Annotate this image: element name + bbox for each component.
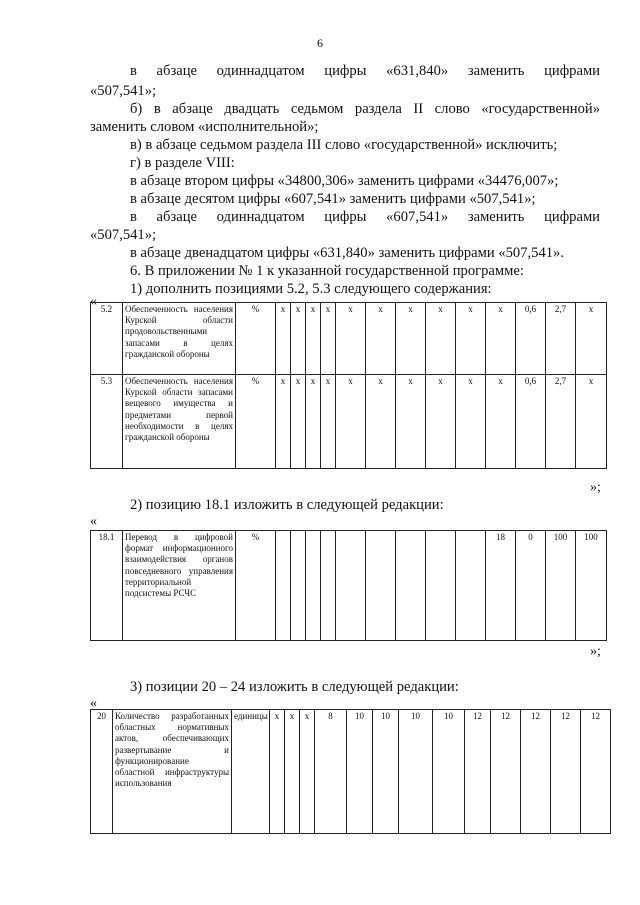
text-line-14: 2) позицию 18.1 изложить в следующей редакции: xyxy=(130,497,444,513)
table-row xyxy=(91,531,607,641)
table-cell: 5.2 xyxy=(91,303,123,375)
table-cell: х xyxy=(306,303,321,375)
text-line-6: г) в разделе VIII: xyxy=(130,155,235,171)
table-cell: 8 xyxy=(315,710,347,834)
table-cell: 100 xyxy=(546,531,576,641)
table-cell: х xyxy=(306,375,321,469)
table-cell: х xyxy=(486,303,516,375)
table-cell xyxy=(321,531,336,641)
table-position-18-1 xyxy=(90,530,607,641)
table-cell: х xyxy=(396,303,426,375)
text-line-15: 3) позиции 20 – 24 изложить в следующей редакции: xyxy=(130,679,459,695)
table-cell: 12 xyxy=(551,710,581,834)
table-cell: х xyxy=(336,303,366,375)
indicator-name-cell: Количество разработанных областных нормативных актов, обеспечивающих развертывание и функционирование областной инфраструктуры использования xyxy=(113,710,232,834)
table-cell xyxy=(396,531,426,641)
table-cell: х xyxy=(336,375,366,469)
table-cell: х xyxy=(321,303,336,375)
text-line-8: в абзаце десятом цифры «607,541» заменить цифрами «507,541»; xyxy=(130,191,536,207)
indicator-name-cell: Обеспеченность населения Курской области запасами вещевого имущества и предметами первой необходимости в целях гражданской обороны xyxy=(123,375,236,469)
table-cell: х xyxy=(321,375,336,469)
table-cell xyxy=(336,531,366,641)
indicator-name-cell: Обеспеченность населения Курской области продовольственными запасами в целях гражданской обороны xyxy=(123,303,236,375)
table-cell: 0,6 xyxy=(516,375,546,469)
table-cell xyxy=(291,531,306,641)
table-cell: х xyxy=(426,303,456,375)
table-cell: х xyxy=(291,303,306,375)
text-line-7: в абзаце втором цифры «34800,306» заменить цифрами «34476,007»; xyxy=(130,173,559,189)
table-cell: х xyxy=(486,375,516,469)
quote-open-3: « xyxy=(90,696,97,711)
table-cell: х xyxy=(276,303,291,375)
table-positions-5-2-5-3 xyxy=(90,302,607,469)
page-number: 6 xyxy=(317,36,323,50)
table-cell: 10 xyxy=(433,710,465,834)
table-cell: 12 xyxy=(581,710,611,834)
text-line-1: в абзаце одиннадцатом цифры «631,840» заменить цифрами xyxy=(130,63,600,79)
table-cell: 0 xyxy=(516,531,546,641)
text-line-4: заменить словом «исполнительной»; xyxy=(90,119,319,135)
table-cell: 10 xyxy=(347,710,373,834)
quote-close-2: »; xyxy=(590,644,601,659)
table-cell: 18 xyxy=(486,531,516,641)
text-line-10: «507,541»; xyxy=(90,227,157,243)
table-cell: 2,7 xyxy=(546,303,576,375)
table-cell: х xyxy=(396,375,426,469)
table-cell: 20 xyxy=(91,710,113,834)
table-cell: х xyxy=(285,710,300,834)
table-cell: % xyxy=(236,531,276,641)
table-positions-20-24 xyxy=(90,709,611,834)
table-cell: х xyxy=(366,375,396,469)
indicator-name-cell: Перевод в цифровой формат информационного взаимодействия органов повседневного управления территориальной подсистемы РСЧС xyxy=(123,531,236,641)
table-cell: 5.3 xyxy=(91,375,123,469)
table-cell: 100 xyxy=(576,531,607,641)
table-cell: % xyxy=(236,303,276,375)
table-cell: 2,7 xyxy=(546,375,576,469)
table-cell: х xyxy=(576,375,607,469)
table-cell: х xyxy=(270,710,285,834)
table-cell: 12 xyxy=(491,710,521,834)
text-line-11: в абзаце двенадцатом цифры «631,840» заменить цифрами «507,541». xyxy=(130,245,565,261)
table-cell: х xyxy=(276,375,291,469)
table-cell: % xyxy=(236,375,276,469)
text-line-5: в) в абзаце седьмом раздела III слово «государственной» исключить; xyxy=(130,137,558,153)
quote-open-2: « xyxy=(90,514,97,529)
table-cell: х xyxy=(576,303,607,375)
text-line-9: в абзаце одиннадцатом цифры «607,541» заменить цифрами xyxy=(130,209,600,225)
quote-open-1: « xyxy=(90,294,97,309)
table-cell: 10 xyxy=(373,710,399,834)
table-row xyxy=(91,375,607,469)
table-cell: единицы xyxy=(232,710,270,834)
table-cell: 18.1 xyxy=(91,531,123,641)
table-cell xyxy=(306,531,321,641)
table-cell: х xyxy=(456,375,486,469)
table-cell xyxy=(366,531,396,641)
table-cell: х xyxy=(366,303,396,375)
table-cell: 10 xyxy=(399,710,433,834)
quote-close-1: »; xyxy=(590,480,601,495)
text-line-2: «507,541»; xyxy=(90,83,157,99)
table-row xyxy=(91,303,607,375)
text-line-3: б) в абзаце двадцать седьмом раздела II слово «государственной» xyxy=(130,101,600,117)
table-cell: х xyxy=(291,375,306,469)
table-cell: х xyxy=(300,710,315,834)
table-cell: х xyxy=(426,375,456,469)
table-cell xyxy=(426,531,456,641)
table-cell: 0,6 xyxy=(516,303,546,375)
table-cell xyxy=(456,531,486,641)
table-cell: 12 xyxy=(521,710,551,834)
text-line-12: 6. В приложении № 1 к указанной государственной программе: xyxy=(130,263,524,279)
table-cell: х xyxy=(456,303,486,375)
table-cell: 12 xyxy=(465,710,491,834)
table-cell xyxy=(276,531,291,641)
table-row xyxy=(91,710,611,834)
text-line-13: 1) дополнить позициями 5.2, 5.3 следующего содержания: xyxy=(130,281,492,297)
